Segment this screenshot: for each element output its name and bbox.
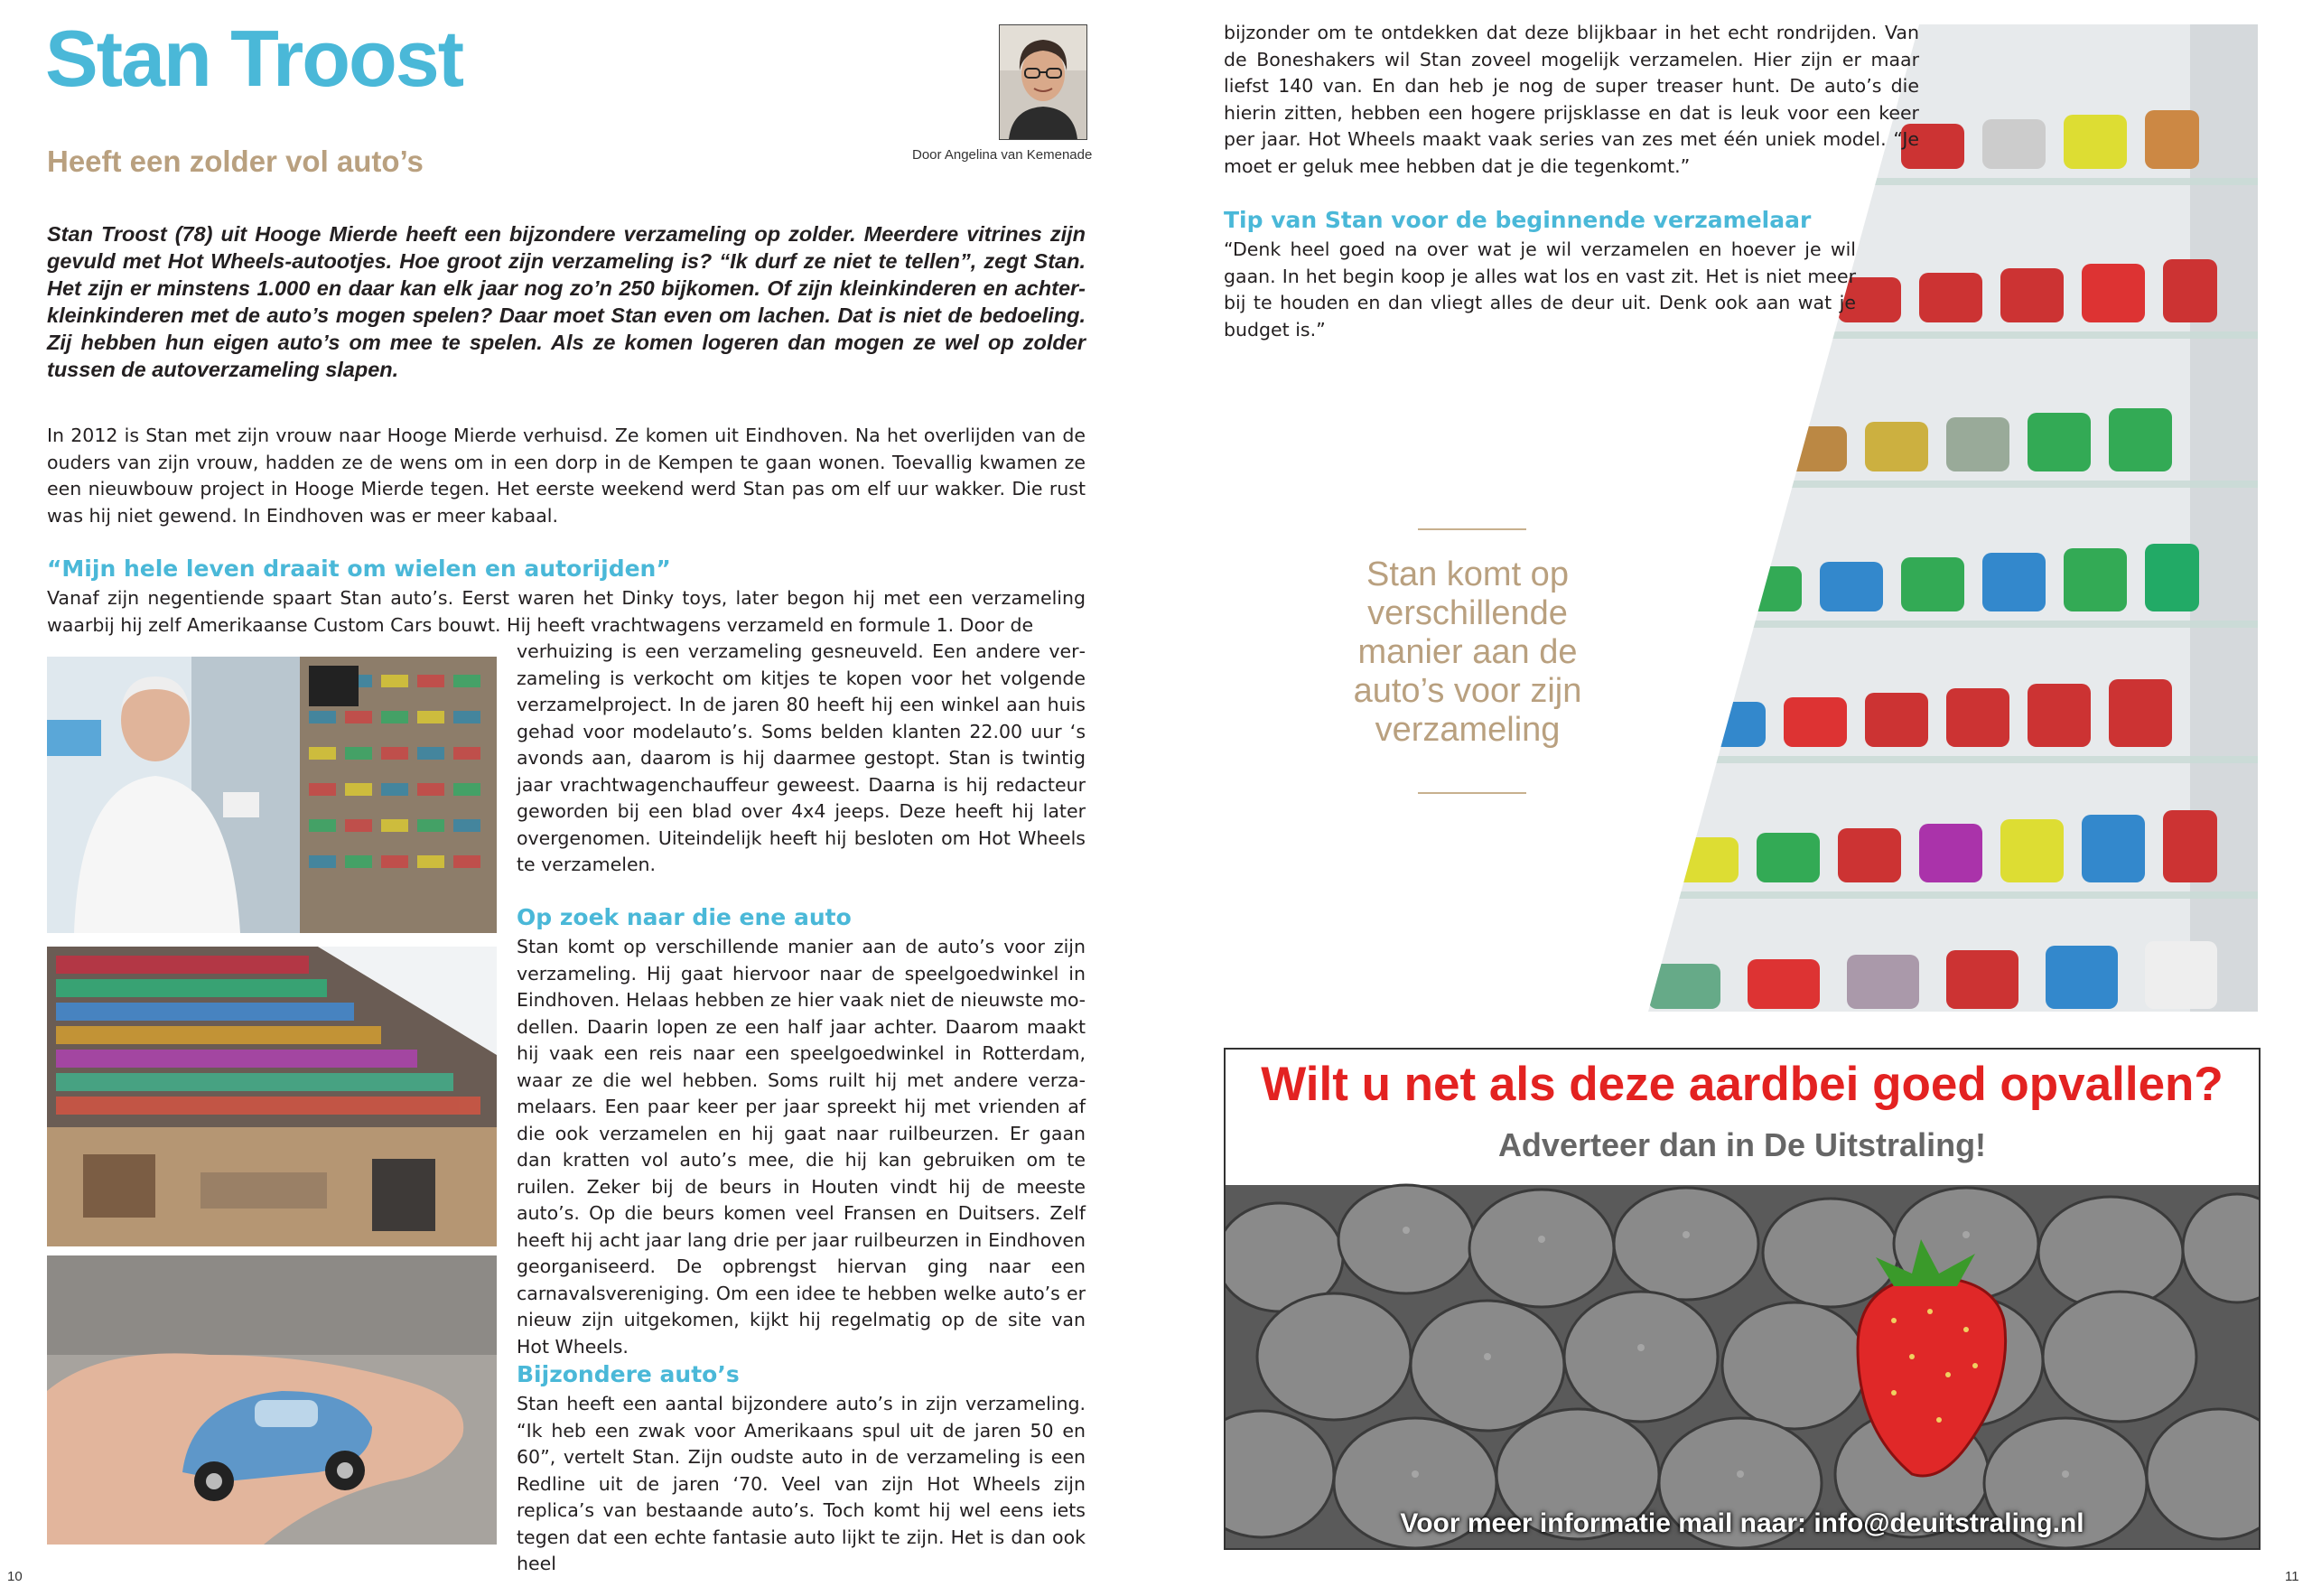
pull-quote	[1300, 555, 1635, 750]
author-portrait	[999, 24, 1087, 140]
advertisement[interactable]	[1224, 1048, 2261, 1550]
quote-line: auto’s voor zijn	[1353, 672, 1582, 710]
page-number-left: 10	[7, 1569, 23, 1584]
strawberries-image	[1226, 1050, 2259, 1548]
quote-line: verzameling	[1375, 711, 1561, 749]
ad-subline: Adverteer dan in De Uitstraling!	[1497, 1126, 1987, 1163]
photo-attic-collection	[47, 947, 497, 1246]
article-subtitle: Heeft een zolder vol auto’s	[47, 145, 424, 178]
body-paragraph-2b: verhuizing is een verzameling gesneuveld. Een andere verzameling is verkocht om kitjes te kopen voor het volgende verzamelproject. In de jaren 80 heeft hij een winkel aan huis gehad voor modelauto’s. Soms belden klanten 22.00 uur ‘s avonds aan, daarom is hij daarmee gestopt. Stan is twintig jaar vrachtwagenchauffeur geweest. Daarna is hij redacteur geworden bij een blad over 4x4 jeeps. Deze heeft hij later overgenomen. Uiteindelijk heeft hij besloten om Hot Wheels te verzamelen.	[517, 640, 1086, 875]
heading-bijzonder: Bijzondere auto’s	[517, 1361, 740, 1387]
heading-zoek: Op zoek naar die ene auto	[517, 904, 852, 930]
photo-stan-in-shop	[47, 657, 497, 933]
quote-line: verschillende	[1367, 594, 1568, 632]
quote-line: Stan komt op	[1366, 555, 1569, 593]
body-paragraph-1: In 2012 is Stan met zijn vrouw naar Hooge Mierde verhuisd. Ze komen uit Eindhoven. Na het overlijden van de ouders van zijn vrouw, hadden ze de wens om in een dorp in de Kempen te gaan wonen. Toevallig kwamen ze een nieuwbouw project in Hooge Mierde tegen. Het eerste weekend werd Stan pas om elf uur wakker. Die rust was hij niet gewend. In Eindhoven was er meer kabaal.	[47, 425, 1086, 527]
quote-rule-bottom	[1418, 792, 1526, 794]
body-paragraph-4: Stan heeft een aantal bijzondere auto’s in zijn verzameling. “Ik heb een zwak voor Amerikaans spul uit de jaren 50 en 60”, vertelt Stan. Zijn oudste auto in de verzameling is een Redline uit de jaren ‘70. Veel van zijn Hot Wheels zijn replica’s van bestaande auto’s. Toch komt hij wel eens iets tegen dat een echte fantasie auto lijkt te zijn. Het is dan ook heel	[517, 1393, 1086, 1574]
article-title: Stan Troost	[45, 14, 463, 103]
body-paragraph-5: bijzonder om te ontdekken dat deze blijkbaar in het echt rondrijden. Van de Boneshakers wil Stan zoveel mogelijk verzamelen. Hier zijn er maar liefst 140 van. En dan heb je nog de super treaser hunt. De auto’s die hierin zitten, hebben een hogere prijsklasse en dat is leuk voor een keer per jaar. Hot Wheels maakt vaak series van zes met één uniek model. “Je moet er geluk mee hebben dat je die tegenkomt.”	[1224, 22, 1919, 177]
body-paragraph-3: Stan komt op verschillende manier aan de auto’s voor zijn verzameling. Hij gaat hiervoor naar de speelgoedwinkel in Eindhoven. Helaas hebben ze hier vaak niet de nieuwste modellen. Daarin lopen ze een half jaar achter. Daarom maakt hij vaak een reis naar een speelgoedwinkel in Rotterdam, waar ze die wel hebben. Soms ruilt hij met andere verzamelaars. Een paar keer per jaar spreekt hij met vrienden af die ook verzamelen en hij gaat naar ruilbeurzen. Er gaan dan kratten vol auto’s mee, die hij kan gebruiken om te ruilen. Zeker bij de beurs in Houten vindt hij de meeste auto’s. Op die beurs komen veel Fransen en Duitsers. Zelf heeft hij acht jaar lang drie per jaar ruilbeurzen in Eindhoven georganiseerd. De opbrengst hiervan ging naar een carnavalsvereniging. Om een idee te hebben welke auto’s er nieuw zijn uitgekomen, kijkt hij regelmatig op de site van Hot Wheels.	[517, 936, 1086, 1358]
ad-contact-email[interactable]: Voor meer informatie mail naar: info@deuitstraling.nl	[1400, 1508, 2084, 1538]
body-paragraph-2a: Vanaf zijn negentiende spaart Stan auto’s. Eerst waren het Dinky toys, later begon hij met een verzameling waarbij hij zelf Amerikaanse Custom Cars bouwt. Hij heeft vrachtwagens verzameld en formule 1. Door de	[47, 587, 1086, 636]
body-paragraph-6: “Denk heel goed na over wat je wil verzamelen en hoever je wil gaan. In het begin koop je alles wat los en vast zit. Het is niet meer bij te houden en dan vliegt alles de deur uit. Denk ook aan wat je budget is.”	[1224, 238, 1856, 341]
heading-tip: Tip van Stan voor de beginnende verzamelaar	[1224, 207, 1812, 233]
intro-paragraph: Stan Troost (78) uit Hooge Mierde heeft een bijzondere verzameling op zolder. Meerdere vitrines zijn gevuld met Hot Wheels-autootjes. Hoe groot zijn verzameling is? “Ik durf ze niet te tellen”, zegt Stan. Het zijn er minstens 1.000 en daar kan elk jaar nog zo’n 250 bijkomen. Of zijn kleinkinderen en achterkleinkinderen met de auto’s mogen spelen? Daar moet Stan even om lachen. Dat is niet de bedoeling. Zij hebben hun eigen auto’s om mee te spelen. Als ze komen logeren dan mogen ze wel op zolder tussen de autoverzameling slapen.	[47, 222, 1086, 381]
ad-headline: Wilt u net als deze aardbei goed opvallen?	[1261, 1058, 2223, 1111]
heading-wielen: “Mijn hele leven draait om wielen en autorijden”	[47, 555, 671, 582]
quote-rule-top	[1418, 528, 1526, 530]
page-number-right: 11	[2285, 1569, 2299, 1584]
quote-line: manier aan de	[1357, 633, 1578, 671]
photo-hand-holding-car	[47, 1255, 497, 1545]
byline: Door Angelina van Kemenade	[912, 147, 1093, 163]
